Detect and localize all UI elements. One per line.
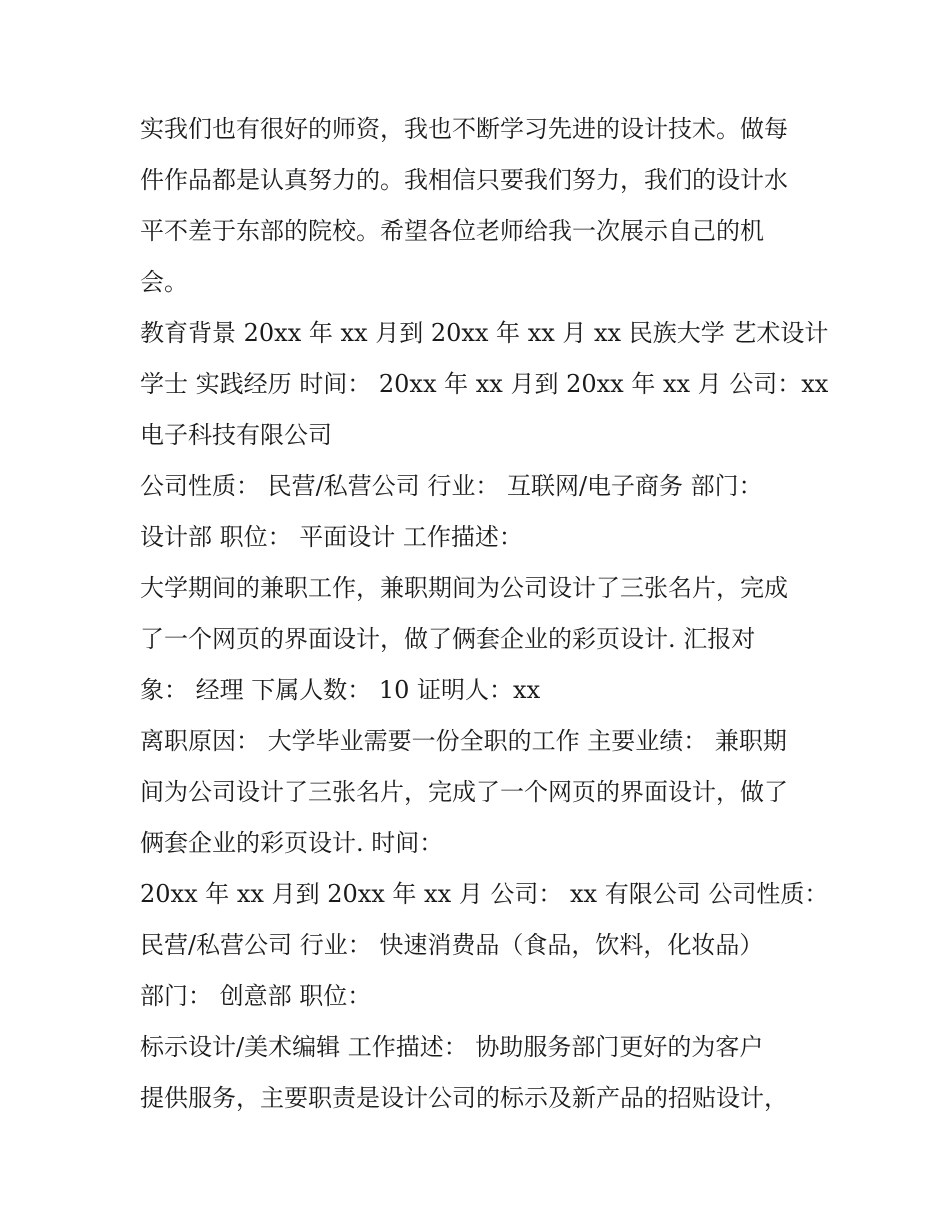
text-line: 学士 实践经历 时间： 20xx 年 xx 月到 20xx 年 xx 月 公司：xx xyxy=(140,370,829,398)
text-line: 件作品都是认真努力的。我相信只要我们努力，我们的设计水 xyxy=(140,166,788,194)
text-line: 部门： 创意部 职位： xyxy=(140,982,372,1010)
text-line: 平不差于东部的院校。希望各位老师给我一次展示自己的机 xyxy=(140,217,764,245)
text-line: 象： 经理 下属人数： 10 证明人：xx xyxy=(140,676,541,704)
text-line: 教育背景 20xx 年 xx 月到 20xx 年 xx 月 xx 民族大学 艺术设计 xyxy=(140,319,829,347)
text-line: 标示设计/美术编辑 工作描述： 协助服务部门更好的为客户 xyxy=(140,1033,764,1061)
text-line: 间为公司设计了三张名片，完成了一个网页的界面设计，做了 xyxy=(140,778,788,806)
text-line: 离职原因： 大学毕业需要一份全职的工作 主要业绩： 兼职期 xyxy=(140,727,787,755)
text-line: 实我们也有很好的师资，我也不断学习先进的设计技术。做每 xyxy=(140,115,788,143)
text-line: 俩套企业的彩页设计. 时间： xyxy=(140,829,444,857)
text-line: 会。 xyxy=(140,268,188,296)
document-body xyxy=(140,104,829,1124)
text-line: 大学期间的兼职工作，兼职期间为公司设计了三张名片，完成 xyxy=(140,574,788,602)
text-line: 民营/私营公司 行业： 快速消费品（食品，饮料，化妆品） xyxy=(140,931,764,959)
text-line: 电子科技有限公司 xyxy=(140,421,332,449)
text-line: 公司性质： 民营/私营公司 行业： 互联网/电子商务 部门： xyxy=(140,472,763,500)
text-line: 20xx 年 xx 月到 20xx 年 xx 月 公司： xx 有限公司 公司性质： xyxy=(140,880,829,908)
text-line: 了一个网页的界面设计，做了俩套企业的彩页设计. 汇报对 xyxy=(140,625,756,653)
text-line: 提供服务，主要职责是设计公司的标示及新产品的招贴设计， xyxy=(140,1084,788,1112)
text-line: 设计部 职位： 平面设计 工作描述： xyxy=(140,523,523,551)
